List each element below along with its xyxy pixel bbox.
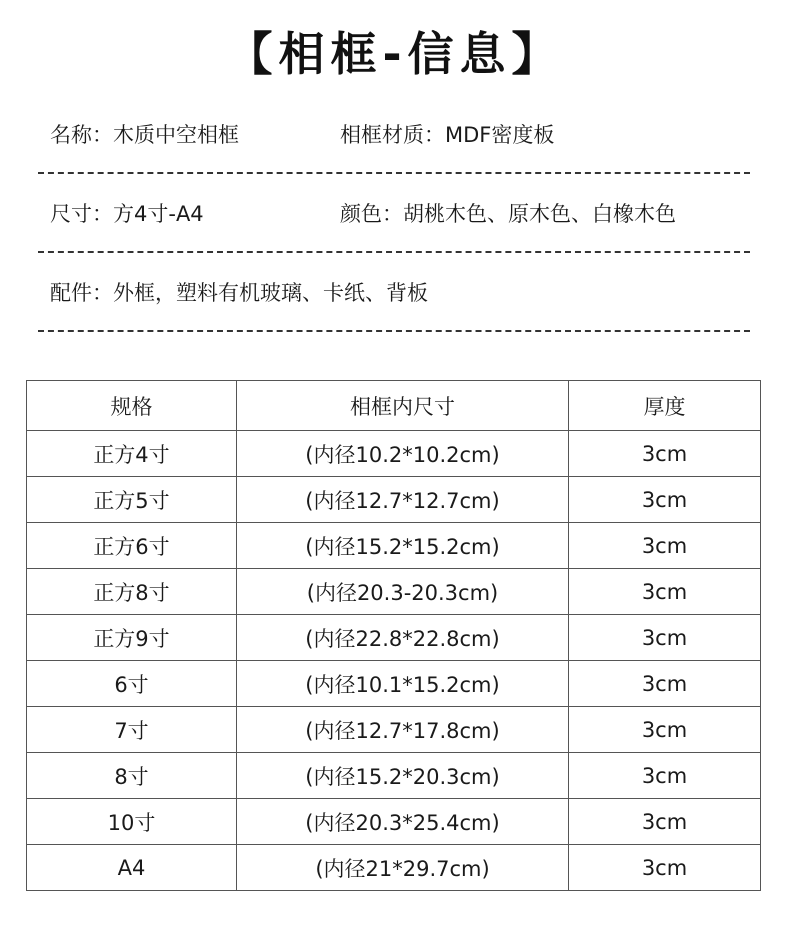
- info-row-size-color: [50, 194, 750, 234]
- cell-inner-size: (内径12.7*17.8cm): [237, 707, 569, 753]
- column-header-thickness: 厚度: [569, 381, 761, 431]
- spec-table: [26, 380, 761, 891]
- cell-spec: 7寸: [27, 707, 237, 753]
- table-row: [27, 431, 761, 477]
- cell-thickness: 3cm: [569, 477, 761, 523]
- size-range: 尺寸：方4寸-A4: [50, 202, 204, 226]
- cell-inner-size: (内径15.2*20.3cm): [237, 753, 569, 799]
- cell-thickness: 3cm: [569, 431, 761, 477]
- cell-thickness: 3cm: [569, 523, 761, 569]
- table-row: [27, 661, 761, 707]
- cell-inner-size: (内径20.3-20.3cm): [237, 569, 569, 615]
- cell-inner-size: (内径20.3*25.4cm): [237, 799, 569, 845]
- table-row: [27, 523, 761, 569]
- cell-inner-size: (内径21*29.7cm): [237, 845, 569, 891]
- info-row-name-material: [50, 115, 750, 155]
- frame-material: 相框材质：MDF密度板: [340, 123, 555, 147]
- cell-inner-size: (内径10.1*15.2cm): [237, 661, 569, 707]
- cell-spec: A4: [27, 845, 237, 891]
- table-row: [27, 569, 761, 615]
- cell-spec: 正方4寸: [27, 431, 237, 477]
- color-options: 颜色：胡桃木色、原木色、白橡木色: [340, 202, 676, 226]
- cell-thickness: 3cm: [569, 569, 761, 615]
- cell-spec: 正方5寸: [27, 477, 237, 523]
- cell-spec: 8寸: [27, 753, 237, 799]
- cell-spec: 正方9寸: [27, 615, 237, 661]
- cell-spec: 10寸: [27, 799, 237, 845]
- table-header-row: [27, 381, 761, 431]
- cell-thickness: 3cm: [569, 661, 761, 707]
- cell-spec: 正方8寸: [27, 569, 237, 615]
- dashed-divider: [38, 172, 750, 174]
- cell-thickness: 3cm: [569, 799, 761, 845]
- cell-inner-size: (内径12.7*12.7cm): [237, 477, 569, 523]
- table-row: [27, 799, 761, 845]
- table-row: [27, 477, 761, 523]
- table-row: [27, 707, 761, 753]
- accessories: 配件：外框，塑料有机玻璃、卡纸、背板: [50, 281, 428, 305]
- table-row: [27, 845, 761, 891]
- dashed-divider: [38, 330, 750, 332]
- table-row: [27, 615, 761, 661]
- cell-inner-size: (内径10.2*10.2cm): [237, 431, 569, 477]
- column-header-spec: 规格: [27, 381, 237, 431]
- cell-inner-size: (内径15.2*15.2cm): [237, 523, 569, 569]
- cell-spec: 6寸: [27, 661, 237, 707]
- cell-thickness: 3cm: [569, 707, 761, 753]
- cell-thickness: 3cm: [569, 615, 761, 661]
- info-row-accessories: [50, 273, 750, 313]
- table-row: [27, 753, 761, 799]
- page-title: 【相框-信息】: [226, 27, 564, 81]
- cell-spec: 正方6寸: [27, 523, 237, 569]
- cell-inner-size: (内径22.8*22.8cm): [237, 615, 569, 661]
- product-name: 名称：木质中空相框: [50, 123, 239, 147]
- dashed-divider: [38, 251, 750, 253]
- cell-thickness: 3cm: [569, 845, 761, 891]
- cell-thickness: 3cm: [569, 753, 761, 799]
- column-header-inner-size: 相框内尺寸: [237, 381, 569, 431]
